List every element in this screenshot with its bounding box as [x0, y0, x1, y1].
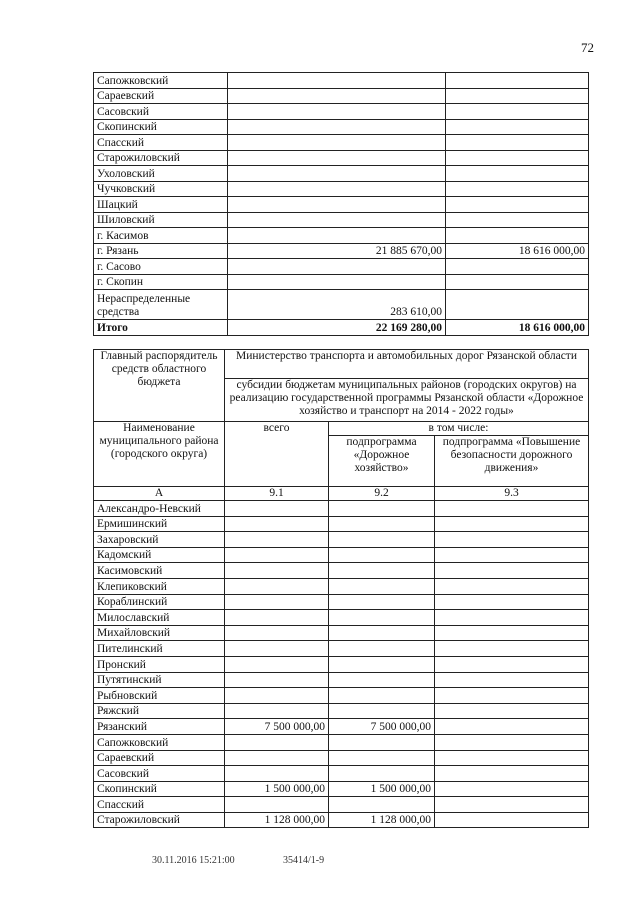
amount-cell	[446, 259, 589, 275]
municipality-name: Кораблинский	[94, 594, 225, 610]
table-row	[94, 797, 589, 813]
amount-cell	[435, 501, 589, 517]
municipality-name: Захаровский	[94, 532, 225, 548]
amount-cell	[329, 532, 435, 548]
amount-cell	[329, 547, 435, 563]
amount-cell	[225, 656, 329, 672]
amount-cell	[435, 578, 589, 594]
table-row	[94, 197, 589, 213]
table-row	[94, 781, 589, 797]
code-cell: 9.2	[329, 487, 435, 501]
amount-cell	[435, 563, 589, 579]
municipality-name: Чучковский	[94, 181, 228, 197]
amount-cell	[435, 516, 589, 532]
unallocated-row	[94, 290, 589, 320]
total-row	[94, 320, 589, 336]
amount-cell	[435, 750, 589, 766]
header-subprogram-safety: подпрограмма «Повышение безопасности дорожного движения»	[435, 436, 589, 487]
amount-cell	[435, 797, 589, 813]
municipality-name: Александро-Невский	[94, 501, 225, 517]
municipality-name: г. Скопин	[94, 274, 228, 290]
amount-cell	[329, 641, 435, 657]
table-row	[94, 73, 589, 89]
table-row	[94, 766, 589, 782]
amount-cell	[329, 501, 435, 517]
table-row	[94, 150, 589, 166]
municipality-name: Сасовский	[94, 104, 228, 120]
amount-cell	[435, 672, 589, 688]
table-row	[94, 274, 589, 290]
table-row	[94, 88, 589, 104]
amount-cell	[225, 688, 329, 704]
amount-cell	[446, 150, 589, 166]
municipality-name: г. Рязань	[94, 243, 228, 259]
allocation-table-continued	[93, 72, 589, 336]
amount-cell	[225, 594, 329, 610]
amount-cell: 7 500 000,00	[225, 719, 329, 735]
table-row	[94, 228, 589, 244]
table-row	[94, 812, 589, 828]
amount-cell	[225, 610, 329, 626]
amount-cell	[225, 766, 329, 782]
table-row	[94, 656, 589, 672]
amount-cell	[225, 734, 329, 750]
amount-cell: 7 500 000,00	[329, 719, 435, 735]
municipality-name: Шацкий	[94, 197, 228, 213]
amount-cell	[435, 641, 589, 657]
municipality-name: Касимовский	[94, 563, 225, 579]
municipality-name: Ухоловский	[94, 166, 228, 182]
table-row	[94, 719, 589, 735]
table-row	[94, 688, 589, 704]
table-row	[94, 641, 589, 657]
municipality-name: Ряжский	[94, 703, 225, 719]
municipality-name: Михайловский	[94, 625, 225, 641]
total-amount: 22 169 280,00	[228, 320, 446, 336]
table-row	[94, 750, 589, 766]
amount-cell	[329, 594, 435, 610]
municipality-name: Сараевский	[94, 88, 228, 104]
amount-cell: 21 885 670,00	[228, 243, 446, 259]
amount-cell	[435, 766, 589, 782]
amount-cell	[435, 781, 589, 797]
municipality-name: Пронский	[94, 656, 225, 672]
table-row	[94, 119, 589, 135]
total-amount: 18 616 000,00	[446, 320, 589, 336]
table-row	[94, 703, 589, 719]
allocation-table-subsidies	[93, 349, 589, 828]
table-row	[94, 501, 589, 517]
table-row	[94, 578, 589, 594]
table-row	[94, 135, 589, 151]
amount-cell	[329, 750, 435, 766]
amount-cell	[225, 672, 329, 688]
municipality-name: Спасский	[94, 797, 225, 813]
municipality-name: Сараевский	[94, 750, 225, 766]
amount-cell	[228, 259, 446, 275]
amount-cell	[446, 166, 589, 182]
table-row	[94, 734, 589, 750]
amount-cell	[435, 532, 589, 548]
header-including: в том числе:	[329, 422, 589, 436]
municipality-name: Пителинский	[94, 641, 225, 657]
amount-cell	[225, 501, 329, 517]
amount-cell	[228, 119, 446, 135]
table-row	[94, 563, 589, 579]
amount-cell	[329, 578, 435, 594]
amount-cell	[446, 119, 589, 135]
amount-cell	[225, 625, 329, 641]
municipality-name: Сасовский	[94, 766, 225, 782]
amount-cell	[225, 547, 329, 563]
amount-cell	[446, 290, 589, 320]
amount-cell	[228, 135, 446, 151]
code-cell: А	[94, 487, 225, 501]
header-municipality: Наименование муниципального района (городского округа)	[94, 422, 225, 487]
amount-cell	[446, 197, 589, 213]
table-row	[94, 672, 589, 688]
municipality-name: г. Сасово	[94, 259, 228, 275]
amount-cell: 283 610,00	[228, 290, 446, 320]
table-row	[94, 594, 589, 610]
municipality-name: Шиловский	[94, 212, 228, 228]
header-distributor: Главный распорядитель средств областного бюджета	[94, 350, 225, 422]
page-number: 72	[581, 40, 594, 55]
amount-cell	[228, 228, 446, 244]
header-subsidy: субсидии бюджетам муниципальных районов (городских округов) на реализацию государственной программы Рязанской области «Дорожное хозяйство и транспорт на 2014 - 2022 годы»	[225, 379, 589, 422]
amount-cell	[435, 688, 589, 704]
municipality-name: Путятинский	[94, 672, 225, 688]
amount-cell	[228, 73, 446, 89]
amount-cell	[446, 135, 589, 151]
table-row	[94, 243, 589, 259]
amount-cell: 18 616 000,00	[446, 243, 589, 259]
amount-cell	[446, 104, 589, 120]
municipality-name: Кадомский	[94, 547, 225, 563]
municipality-name: Скопинский	[94, 119, 228, 135]
table-row	[94, 532, 589, 548]
amount-cell	[228, 88, 446, 104]
amount-cell	[228, 274, 446, 290]
footer-doc-id: 35414/1-9	[283, 855, 325, 866]
municipality-name: Милославский	[94, 610, 225, 626]
amount-cell	[225, 578, 329, 594]
amount-cell	[446, 228, 589, 244]
table-row	[94, 547, 589, 563]
municipality-name: Спасский	[94, 135, 228, 151]
code-cell: 9.1	[225, 487, 329, 501]
amount-cell	[329, 688, 435, 704]
header-ministry: Министерство транспорта и автомобильных дорог Рязанской области	[225, 350, 589, 379]
municipality-name: Старожиловский	[94, 150, 228, 166]
amount-cell	[329, 563, 435, 579]
amount-cell	[435, 594, 589, 610]
amount-cell	[225, 641, 329, 657]
amount-cell	[435, 547, 589, 563]
amount-cell	[225, 703, 329, 719]
amount-cell: 1 128 000,00	[329, 812, 435, 828]
table-row	[94, 625, 589, 641]
municipality-name: Сапожковский	[94, 734, 225, 750]
amount-cell: 1 500 000,00	[329, 781, 435, 797]
amount-cell	[228, 197, 446, 213]
amount-cell	[446, 212, 589, 228]
municipality-name: Сапожковский	[94, 73, 228, 89]
amount-cell	[225, 532, 329, 548]
amount-cell	[446, 88, 589, 104]
municipality-name: Рыбновский	[94, 688, 225, 704]
amount-cell	[446, 73, 589, 89]
code-cell: 9.3	[435, 487, 589, 501]
municipality-name: Старожиловский	[94, 812, 225, 828]
table-row	[94, 259, 589, 275]
municipality-name: г. Касимов	[94, 228, 228, 244]
amount-cell	[435, 610, 589, 626]
amount-cell	[228, 150, 446, 166]
amount-cell	[435, 734, 589, 750]
amount-cell	[225, 750, 329, 766]
amount-cell	[228, 212, 446, 228]
amount-cell	[435, 703, 589, 719]
header-subprogram-roads: подпрограмма «Дорожное хозяйство»	[329, 436, 435, 487]
unallocated-label: Нераспределенные средства	[94, 290, 228, 320]
amount-cell	[225, 797, 329, 813]
amount-cell	[228, 166, 446, 182]
amount-cell	[329, 703, 435, 719]
table-row	[94, 181, 589, 197]
amount-cell	[228, 104, 446, 120]
municipality-name: Рязанский	[94, 719, 225, 735]
amount-cell	[435, 625, 589, 641]
amount-cell	[225, 516, 329, 532]
amount-cell	[329, 625, 435, 641]
amount-cell	[329, 734, 435, 750]
amount-cell	[329, 656, 435, 672]
table-row	[94, 104, 589, 120]
table-row	[94, 166, 589, 182]
amount-cell	[228, 181, 446, 197]
amount-cell	[446, 274, 589, 290]
amount-cell	[329, 766, 435, 782]
municipality-name: Скопинский	[94, 781, 225, 797]
amount-cell	[435, 656, 589, 672]
municipality-name: Клепиковский	[94, 578, 225, 594]
amount-cell	[435, 812, 589, 828]
table-row	[94, 610, 589, 626]
amount-cell	[329, 516, 435, 532]
header-total: всего	[225, 422, 329, 487]
amount-cell	[329, 672, 435, 688]
table-row	[94, 212, 589, 228]
amount-cell: 1 128 000,00	[225, 812, 329, 828]
amount-cell: 1 500 000,00	[225, 781, 329, 797]
footer-timestamp: 30.11.2016 15:21:00	[152, 855, 235, 866]
amount-cell	[329, 797, 435, 813]
municipality-name: Ермишинский	[94, 516, 225, 532]
table-row	[94, 516, 589, 532]
amount-cell	[446, 181, 589, 197]
total-label: Итого	[94, 320, 228, 336]
amount-cell	[329, 610, 435, 626]
amount-cell	[435, 719, 589, 735]
amount-cell	[225, 563, 329, 579]
